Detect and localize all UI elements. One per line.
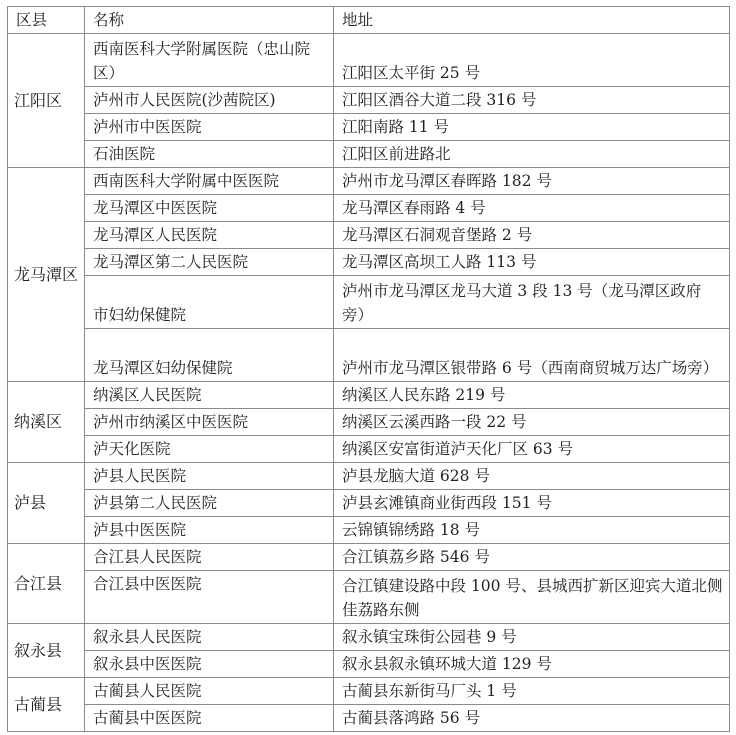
- hospital-address: 泸县玄滩镇商业街西段 151 号: [334, 490, 730, 517]
- table-row: [8, 651, 730, 678]
- hospital-address: 泸县龙脑大道 628 号: [334, 463, 730, 490]
- hospital-address: 龙马潭区春雨路 4 号: [334, 195, 730, 222]
- hospital-name: 合江县人民医院: [85, 544, 334, 571]
- district-cell: 古蔺县: [8, 678, 85, 732]
- hospital-name: 叙永县中医医院: [85, 651, 334, 678]
- hospital-name: 龙马潭区妇幼保健院: [85, 329, 334, 382]
- hospital-name: 泸州市人民医院(沙茜院区): [85, 87, 334, 114]
- hospital-address: 合江镇荔乡路 546 号: [334, 544, 730, 571]
- header-address: 地址: [334, 7, 730, 34]
- hospital-name: 石油医院: [85, 141, 334, 168]
- hospital-address: 合江镇建设路中段 100 号、县城西扩新区迎宾大道北侧佳荔路东侧: [334, 571, 730, 624]
- hospital-address: 江阳区前进路北: [334, 141, 730, 168]
- hospital-name: 泸天化医院: [85, 436, 334, 463]
- hospital-address: 江阳南路 11 号: [334, 114, 730, 141]
- hospital-address: 龙马潭区高坝工人路 113 号: [334, 249, 730, 276]
- hospital-name: 西南医科大学附属中医医院: [85, 168, 334, 195]
- hospital-name: 龙马潭区中医医院: [85, 195, 334, 222]
- hospital-name: 龙马潭区人民医院: [85, 222, 334, 249]
- table-row: [8, 249, 730, 276]
- hospital-name: 泸州市中医医院: [85, 114, 334, 141]
- hospital-name: 市妇幼保健院: [85, 276, 334, 329]
- district-cell: 合江县: [8, 544, 85, 624]
- table-row: [8, 329, 730, 382]
- table-row: [8, 222, 730, 249]
- table-row: [8, 705, 730, 732]
- hospital-name: 古蔺县人民医院: [85, 678, 334, 705]
- hospital-name: 龙马潭区第二人民医院: [85, 249, 334, 276]
- table-row: [8, 382, 730, 409]
- table-row: [8, 87, 730, 114]
- hospital-name: 叙永县人民医院: [85, 624, 334, 651]
- table-row: [8, 490, 730, 517]
- table-row: [8, 141, 730, 168]
- district-cell: 江阳区: [8, 34, 85, 168]
- district-cell: 泸县: [8, 463, 85, 544]
- hospital-address: 泸州市龙马潭区春晖路 182 号: [334, 168, 730, 195]
- hospital-address: 古蔺县东新街马厂头 1 号: [334, 678, 730, 705]
- table-row: [8, 114, 730, 141]
- hospital-address: 纳溪区安富街道泸天化厂区 63 号: [334, 436, 730, 463]
- district-cell: 龙马潭区: [8, 168, 85, 382]
- hospital-address: 纳溪区云溪西路一段 22 号: [334, 409, 730, 436]
- hospital-address: 纳溪区人民东路 219 号: [334, 382, 730, 409]
- hospital-address: 叙永县叙永镇环城大道 129 号: [334, 651, 730, 678]
- table-row: [8, 463, 730, 490]
- table-row: [8, 276, 730, 329]
- hospital-address: 云锦镇锦绣路 18 号: [334, 517, 730, 544]
- table-row: [8, 34, 730, 87]
- table-row: [8, 436, 730, 463]
- table-row: [8, 624, 730, 651]
- hospital-address: 江阳区酒谷大道二段 316 号: [334, 87, 730, 114]
- hospital-address: 泸州市龙马潭区龙马大道 3 段 13 号（龙马潭区政府旁）: [334, 276, 730, 329]
- hospital-name: 西南医科大学附属医院（忠山院区）: [85, 34, 334, 87]
- hospital-name: 纳溪区人民医院: [85, 382, 334, 409]
- table-row: [8, 678, 730, 705]
- hospital-address: 江阳区太平街 25 号: [334, 34, 730, 87]
- table-row: [8, 195, 730, 222]
- hospital-address: 叙永镇宝珠街公园巷 9 号: [334, 624, 730, 651]
- hospital-address: 古蔺县落鸿路 56 号: [334, 705, 730, 732]
- district-cell: 纳溪区: [8, 382, 85, 463]
- hospital-address: 龙马潭区石洞观音堡路 2 号: [334, 222, 730, 249]
- hospital-name: 泸县人民医院: [85, 463, 334, 490]
- table-row: [8, 517, 730, 544]
- hospital-name: 古蔺县中医医院: [85, 705, 334, 732]
- hospital-name: 合江县中医医院: [85, 571, 334, 624]
- hospital-address: 泸州市龙马潭区银带路 6 号（西南商贸城万达广场旁）: [334, 329, 730, 382]
- hospital-name: 泸县中医医院: [85, 517, 334, 544]
- table-row: [8, 409, 730, 436]
- header-name: 名称: [85, 7, 334, 34]
- district-cell: 叙永县: [8, 624, 85, 678]
- table-row: [8, 544, 730, 571]
- header-district: 区县: [8, 7, 85, 34]
- hospital-name: 泸州市纳溪区中医医院: [85, 409, 334, 436]
- header-row: [8, 7, 730, 34]
- hospital-table: [7, 6, 730, 732]
- hospital-name: 泸县第二人民医院: [85, 490, 334, 517]
- table-row: [8, 571, 730, 624]
- table-row: [8, 168, 730, 195]
